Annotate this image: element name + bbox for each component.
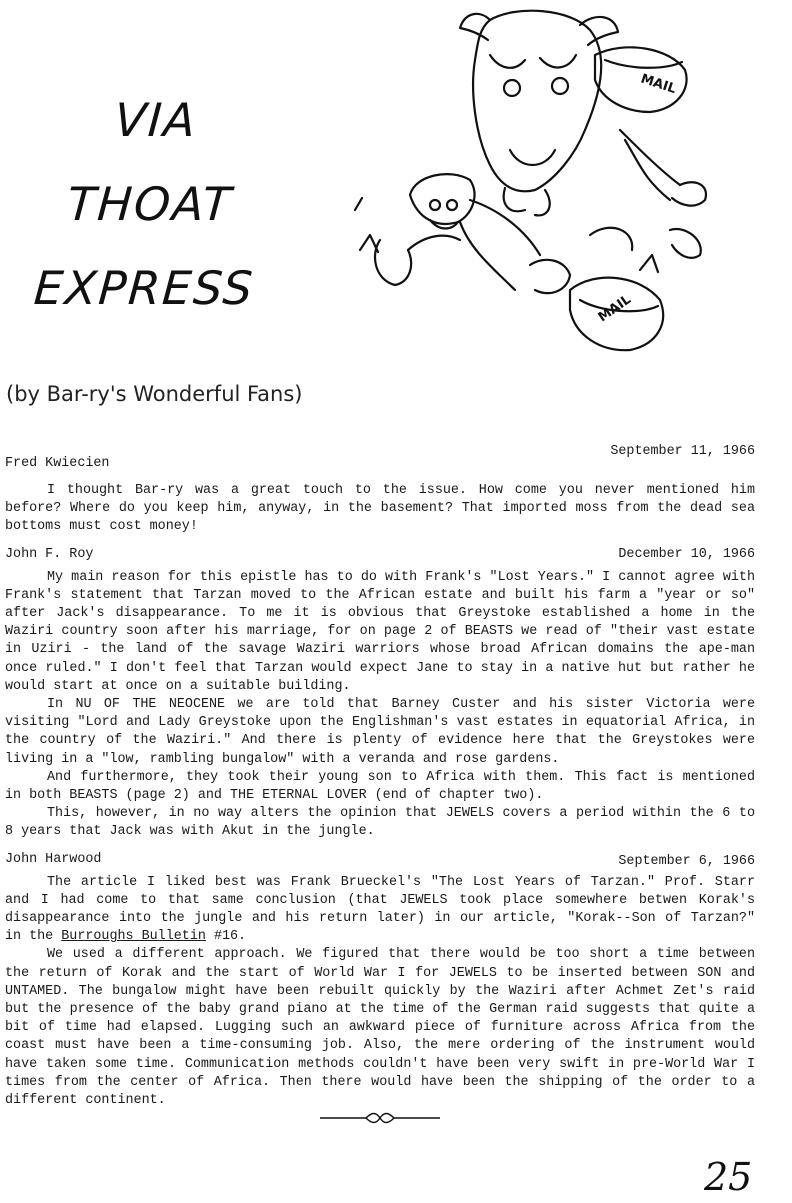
letter-date: December 10, 1966 [618,546,755,562]
letter-author: John Harwood [5,851,102,867]
mail-bag-label-bottom: MAIL [595,292,634,326]
letter-paragraph: And furthermore, they took their young son to Africa with them. This fact is mentioned in both BEASTS (page 2) and THE ETERNAL LOVER (end of chapter two). [5,769,755,804]
page-number: 25 [704,1155,753,1199]
letters-column [5,444,755,1110]
letter-paragraph [5,874,755,947]
letter-paragraph: In NU OF THE NEOCENE we are told that Barney Custer and his sister Victoria were visiting "Lord and Lady Greystoke upon the Englishman's vast estates in equatorial Africa, in the country of the Waziri." And there is plenty of evidence here that the Greystokes were living in a "low, rambling bungalow" with a veranda and rose gardens. [5,697,755,767]
letter-paragraph: We used a different approach. We figured that there would be too short a time between the return of Korak and the start of World War I for JEWELS to be inserted between SON and UNTAMED. The bungalow might have been rebuilt quickly by the Waziri after Achmet Zet's raid but the presence of the baby grand piano at the time of the German raid suggests that quite a bit of time had elapsed. Lugging such an awkward piece of furniture across Africa from the coast must have been a time-consuming job. Also, the mere ordering of the instrument would have taken some time. Communication methods couldn't have been very swift in pre-World War I times from the center of Africa. Then there would have been the shipping of the order to a different continent. [5,947,755,1109]
letter-author: Fred Kwiecien [5,456,110,471]
title-line-3: EXPRESS [32,261,257,315]
page-title [11,78,289,330]
paragraph-text: The article I liked best was Frank Brueckel's "The Lost Years of Tarzan." Prof. Starr and I had come to that same conclusion (that JEWELS took place somewhere betwen Korak's disappearance into the jungle and his return later) in our article, "Korak--Son of Tarzan?" in the [5,874,755,945]
letter-harwood [5,852,755,1111]
title-line-2: THOAT [65,177,235,231]
thoat-mail-illustration [340,0,730,378]
publication-title: Burroughs Bulletin [61,929,206,945]
letter-roy [5,547,755,842]
paragraph-text: #16. [205,929,247,945]
byline: (by Bar-ry's Wonderful Fans) [6,382,303,406]
letter-author: John F. Roy [5,546,94,562]
letter-paragraph: My main reason for this epistle has to do with Frank's "Lost Years." I cannot agree with Frank's statement that Tarzan moved to the African estate and built his farm a "year or so" after Jack's disappearance. To me it is obvious that Greystoke established a home in the Waziri country soon after his marriage, for on page 2 of BEASTS we read of "their vast estate in Uziri - the land of the savage Waziri warriors whose broad African domains the ape-man once ruled." I don't feel that Tarzan would expect Jane to stay in a native hut but rather he would start at once on a suitable building. [5,569,755,694]
letter-paragraph: This, however, in no way alters the opinion that JEWELS covers a period within the 6 to 8 years that Jack was with Akut in the jungle. [5,806,755,840]
letter-kwiecien [5,444,755,537]
title-line-1: VIA [112,93,200,147]
section-divider-ornament [320,1110,440,1126]
letter-date: September 6, 1966 [618,853,755,869]
letter-date: September 11, 1966 [610,444,755,459]
mail-bag-label-top: MAIL [638,71,678,97]
letter-paragraph: I thought Bar-ry was a great touch to the issue. How come you never mentioned him before? Where do you keep him, anyway, in the basement? That imported moss from the dead sea bottoms must cost money! [5,483,755,535]
